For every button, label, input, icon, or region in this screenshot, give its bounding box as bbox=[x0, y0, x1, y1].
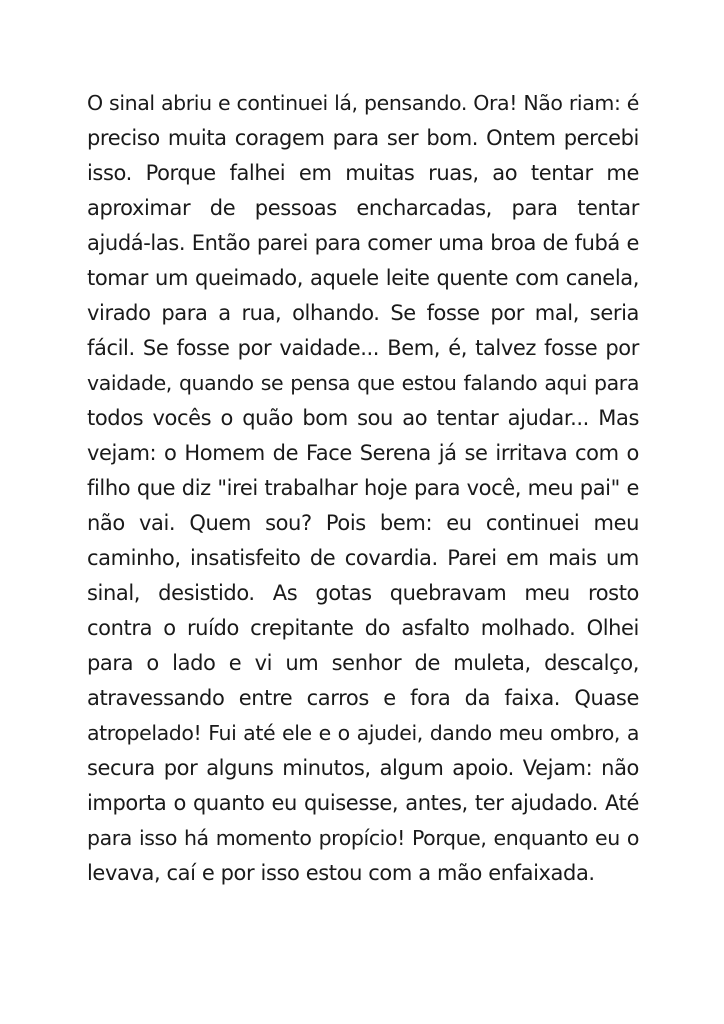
text-line: ajudá-las. Então parei para comer uma broa de fubá e bbox=[87, 231, 639, 255]
text-line: virado para a rua, olhando. Se fosse por mal, seria bbox=[87, 301, 639, 325]
text-line: importa o quanto eu quisesse, antes, ter ajudado. Até bbox=[87, 791, 639, 815]
text-line: contra o ruído crepitante do asfalto molhado. Olhei bbox=[87, 616, 639, 640]
paragraph bbox=[87, 86, 639, 891]
text-line: não vai. Quem sou? Pois bem: eu continuei meu bbox=[87, 511, 639, 535]
text-line: para o lado e vi um senhor de muleta, descalço, bbox=[87, 651, 639, 675]
text-line: vejam: o Homem de Face Serena já se irritava com o bbox=[87, 441, 639, 465]
text-line: vaidade, quando se pensa que estou falando aqui para bbox=[87, 371, 639, 395]
text-line: tomar um queimado, aquele leite quente com canela, bbox=[87, 266, 639, 290]
text-line: secura por alguns minutos, algum apoio. Vejam: não bbox=[87, 756, 639, 780]
text-line: todos vocês o quão bom sou ao tentar ajudar... Mas bbox=[87, 406, 639, 430]
text-line: atropelado! Fui até ele e o ajudei, dando meu ombro, a bbox=[87, 721, 639, 745]
text-line: sinal, desistido. As gotas quebravam meu rosto bbox=[87, 581, 639, 605]
text-line: para isso há momento propício! Porque, enquanto eu o bbox=[87, 826, 639, 850]
text-line: preciso muita coragem para ser bom. Ontem percebi bbox=[87, 126, 639, 150]
text-line: O sinal abriu e continuei lá, pensando. Ora! Não riam: é bbox=[87, 91, 639, 115]
text-line: isso. Porque falhei em muitas ruas, ao tentar me bbox=[87, 161, 639, 185]
text-line: fácil. Se fosse por vaidade... Bem, é, talvez fosse por bbox=[87, 336, 639, 360]
text-line: caminho, insatisfeito de covardia. Parei em mais um bbox=[87, 546, 639, 570]
text-line: aproximar de pessoas encharcadas, para tentar bbox=[87, 196, 639, 220]
text-line: levava, caí e por isso estou com a mão enfaixada. bbox=[87, 861, 595, 885]
text-line: filho que diz "irei trabalhar hoje para você, meu pai" e bbox=[87, 476, 639, 500]
text-line: atravessando entre carros e fora da faixa. Quase bbox=[87, 686, 639, 710]
